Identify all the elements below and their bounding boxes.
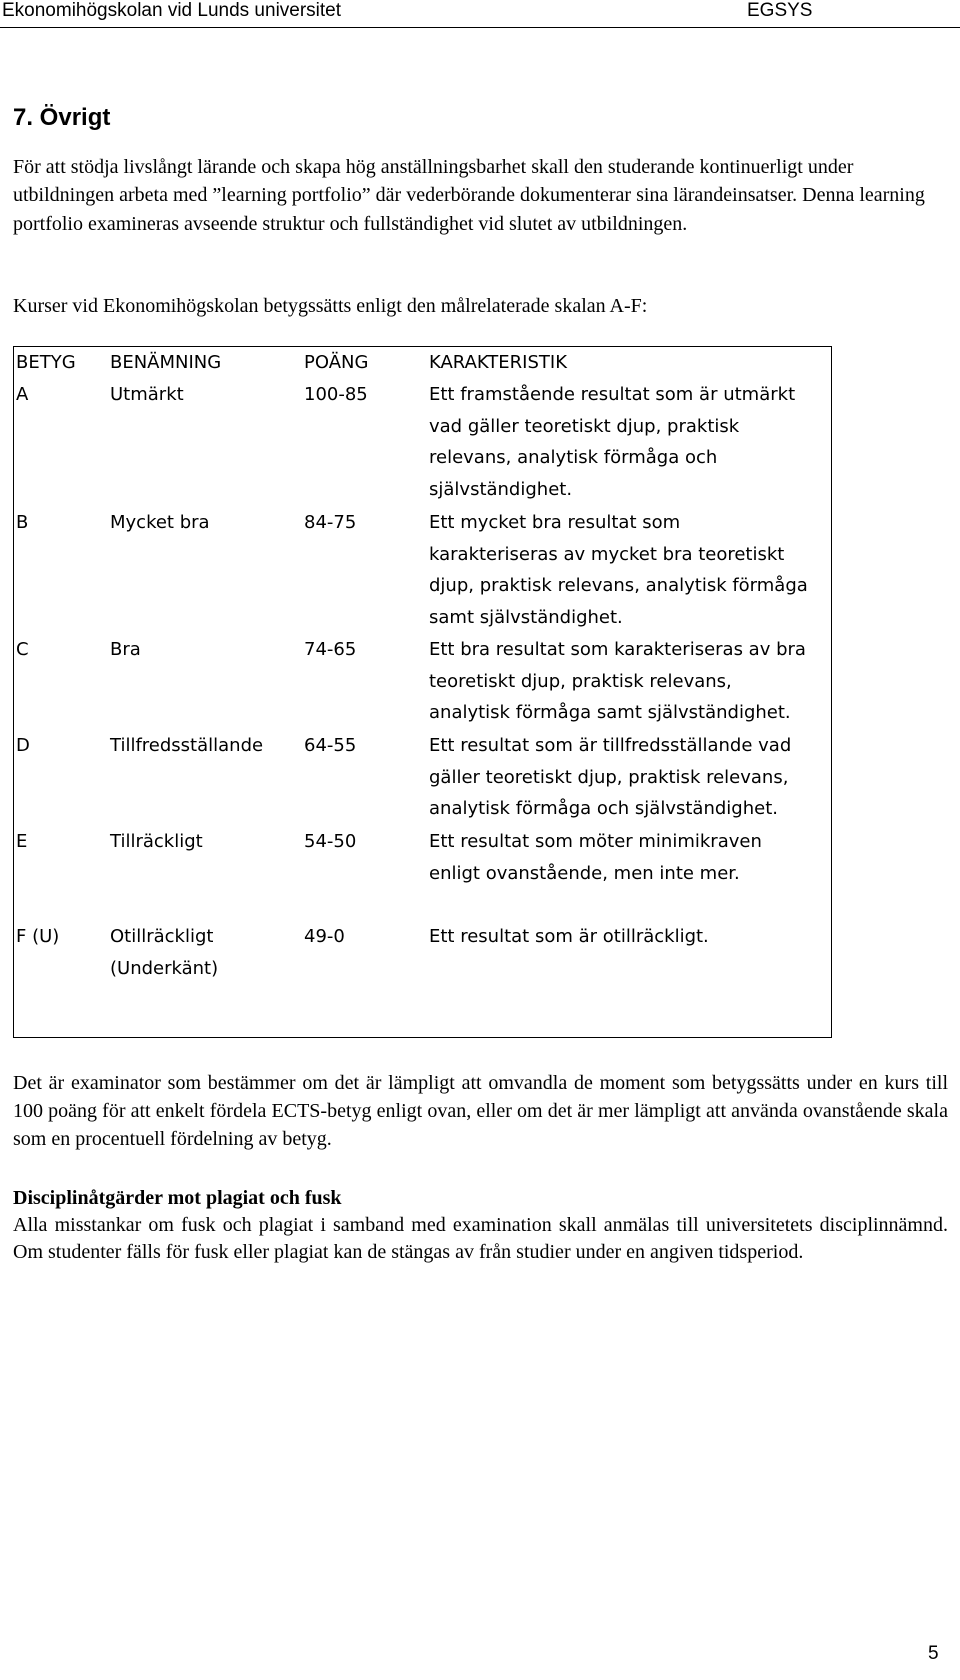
section-title: 7. Övrigt (13, 104, 111, 131)
cell-characteristic: samt självständighet. (429, 606, 623, 628)
grading-table (13, 346, 832, 1038)
cell-characteristic: självständighet. (429, 478, 573, 500)
discipline-section (13, 1185, 948, 1266)
column-header-characteristic: KARAKTERISTIK (429, 352, 568, 373)
cell-characteristic: Ett resultat som är otillräckligt. (429, 926, 709, 947)
cell-points: 49-0 (304, 926, 345, 947)
cell-points: 64-55 (304, 735, 357, 756)
cell-points: 84-75 (304, 512, 357, 533)
cell-grade: A (16, 384, 29, 405)
cell-characteristic: vad gäller teoretiskt djup, praktisk (429, 415, 740, 437)
header-program-code: EGSYS (747, 0, 813, 21)
discipline-heading: Disciplinåtgärder mot plagiat och fusk (13, 1187, 342, 1209)
cell-characteristic: Ett resultat som möter minimikraven (429, 831, 762, 852)
conversion-paragraph: Det är examinator som bestämmer om det är lämpligt att omvandla de moment som betygssätts under en kurs till 100 poäng för att enkelt fördela ECTS-betyg enligt ovan, eller om det är mer lämpligt att använda ovanstående skala som en procentuell fördelning av betyg. (13, 1072, 948, 1150)
cell-grade: F (U) (16, 926, 60, 947)
cell-points: 100-85 (304, 384, 368, 405)
cell-characteristic: djup, praktisk relevans, analytisk förmåga (429, 575, 808, 596)
cell-characteristic: analytisk förmåga och självständighet. (429, 798, 778, 819)
cell-grade: C (16, 639, 29, 660)
column-header-points: POÄNG (304, 352, 369, 373)
cell-characteristic: analytisk förmåga samt självständighet. (429, 702, 791, 723)
cell-characteristic: karakteriseras av mycket bra teoretiskt (429, 543, 785, 565)
portfolio-paragraph: För att stödja livslångt lärande och skapa hög anställningsbarhet skall den studerande kontinuerligt under utbildningen arbeta med ”learning portfolio” där vederbörande dokumenterar sina lärandeinsatser. Denna learning portfolio examineras avseende struktur och fullständighet vid slutet av utbildningen. (13, 156, 925, 235)
cell-points: 54-50 (304, 831, 357, 852)
cell-characteristic: enligt ovanstående, men inte mer. (429, 862, 740, 884)
header-rule (0, 27, 960, 28)
cell-grade: E (16, 831, 28, 852)
cell-characteristic: relevans, analytisk förmåga och (429, 447, 718, 468)
discipline-text: Alla misstankar om fusk och plagiat i samband med examination skall anmälas till universitetets disciplinnämnd. Om studenter fälls för fusk eller plagiat kan de stängas av från studier under en angiven tidsperiod. (13, 1214, 948, 1263)
grading-intro-paragraph: Kurser vid Ekonomihögskolan betygssätts enligt den målrelaterade skalan A-F: (13, 295, 648, 317)
cell-name: Tillräckligt (110, 831, 203, 852)
header-institution: Ekonomihögskolan vid Lunds universitet (2, 0, 342, 21)
cell-characteristic: gäller teoretiskt djup, praktisk relevans, (429, 766, 789, 788)
cell-name: Mycket bra (110, 512, 210, 533)
cell-name: Utmärkt (110, 384, 184, 405)
cell-name: Tillfredsställande (110, 735, 264, 756)
column-header-name: BENÄMNING (110, 352, 222, 373)
running-header (0, 0, 960, 28)
cell-characteristic: Ett mycket bra resultat som (429, 512, 681, 533)
cell-name: Bra (110, 639, 141, 660)
cell-points: 74-65 (304, 639, 357, 660)
cell-grade: D (16, 735, 30, 756)
cell-name: (Underkänt) (110, 957, 219, 979)
cell-characteristic: Ett bra resultat som karakteriseras av bra (429, 639, 806, 660)
column-header-grade: BETYG (16, 352, 76, 373)
page-number: 5 (928, 1643, 939, 1664)
cell-name: Otillräckligt (110, 926, 214, 947)
cell-grade: B (16, 512, 29, 533)
cell-characteristic: Ett framstående resultat som är utmärkt (429, 384, 796, 405)
cell-characteristic: Ett resultat som är tillfredsställande vad (429, 735, 792, 756)
cell-characteristic: teoretiskt djup, praktisk relevans, (429, 670, 732, 692)
